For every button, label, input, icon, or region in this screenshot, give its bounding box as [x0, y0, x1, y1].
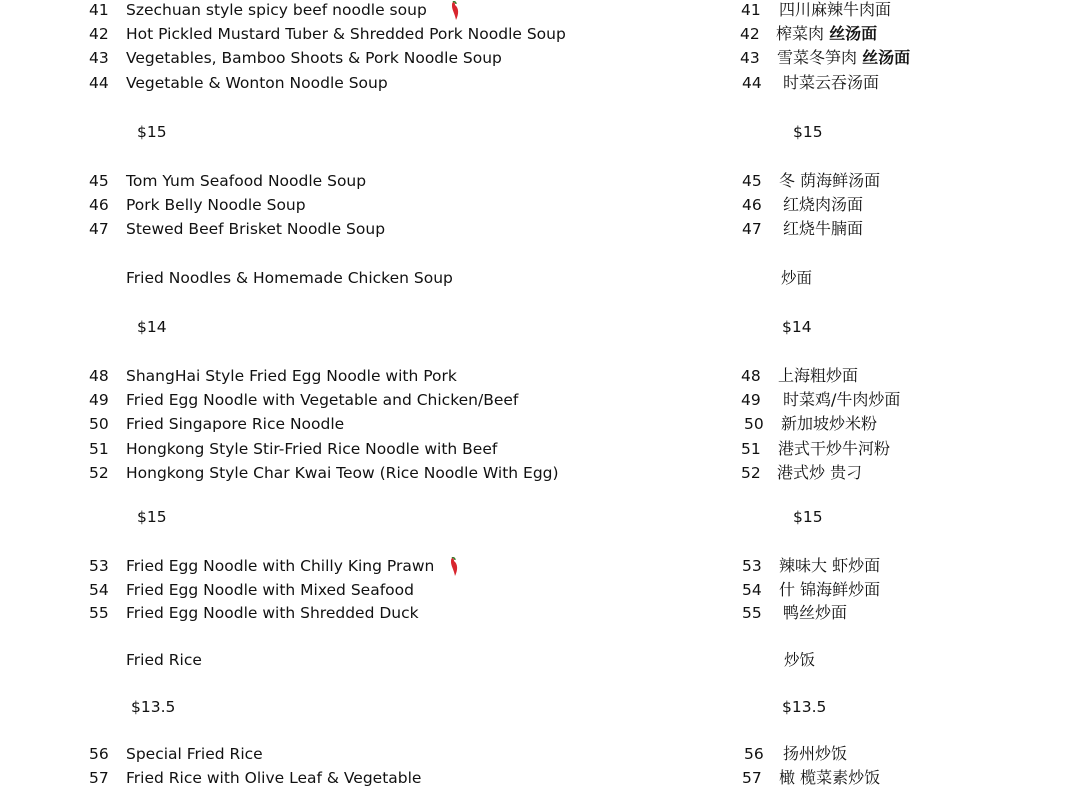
- item-number-cn: 49: [741, 391, 761, 409]
- item-number: 46: [89, 196, 109, 214]
- item-number-cn: 42: [740, 25, 760, 43]
- item-number-cn: 57: [742, 769, 762, 787]
- item-name-en: Stewed Beef Brisket Noodle Soup: [126, 220, 386, 238]
- section-title-en: Fried Noodles & Homemade Chicken Soup: [126, 269, 453, 287]
- item-name-cn: 红烧牛腩面: [783, 219, 864, 238]
- item-name-cn: 港式干炒牛河粉: [778, 439, 891, 458]
- price-cn: $15: [793, 508, 823, 526]
- item-name-cn: 时菜云吞汤面: [783, 73, 880, 92]
- item-name-cn: 辣味大 虾炒面: [779, 556, 881, 575]
- item-number-cn: 41: [741, 1, 761, 19]
- item-number-cn: 48: [741, 367, 761, 385]
- item-number-cn: 56: [744, 745, 764, 763]
- item-name-cn-bold: 丝汤面: [829, 24, 878, 43]
- item-number-cn: 54: [742, 581, 762, 599]
- section-title-en: Fried Rice: [126, 651, 202, 669]
- item-number-cn: 46: [742, 196, 762, 214]
- item-name-en: Hongkong Style Char Kwai Teow (Rice Noodle With Egg): [126, 464, 559, 482]
- item-name-cn: 新加坡炒米粉: [781, 414, 878, 433]
- price-cn: $13.5: [782, 698, 827, 716]
- item-number: 56: [89, 745, 109, 763]
- item-name-en: Tom Yum Seafood Noodle Soup: [126, 172, 367, 190]
- item-name-cn: 橄 榄菜素炒饭: [779, 768, 881, 787]
- item-number: 52: [89, 464, 109, 482]
- item-name-cn: [776, 24, 877, 44]
- item-name-en: Vegetable & Wonton Noodle Soup: [126, 74, 388, 92]
- item-number-cn: 51: [741, 440, 761, 458]
- item-name-cn: 四川麻辣牛肉面: [779, 0, 892, 19]
- item-name-en: Hongkong Style Stir-Fried Rice Noodle with Beef: [126, 440, 498, 458]
- item-number-cn: 45: [742, 172, 762, 190]
- item-name-cn: 冬 荫海鲜汤面: [779, 171, 881, 190]
- price-en: $13.5: [131, 698, 176, 716]
- item-name-cn: 扬州炒饭: [783, 744, 848, 763]
- item-name-en: ShangHai Style Fried Egg Noodle with Pork: [126, 367, 457, 385]
- item-name-en: [126, 556, 460, 577]
- item-number-cn: 50: [744, 415, 764, 433]
- item-name-en: Fried Singapore Rice Noodle: [126, 415, 345, 433]
- item-number: 47: [89, 220, 109, 238]
- item-name-cn: 什 锦海鲜炒面: [779, 580, 881, 599]
- item-number: 53: [89, 557, 109, 575]
- item-name-cn-bold: 丝汤面: [862, 48, 911, 67]
- item-number-cn: 55: [742, 604, 762, 622]
- item-name-en: Fried Rice with Olive Leaf & Vegetable: [126, 769, 422, 787]
- item-name-cn-part: 榨菜肉: [776, 24, 830, 43]
- item-name-en: Vegetables, Bamboo Shoots & Pork Noodle Soup: [126, 49, 502, 67]
- price-en: $15: [137, 123, 167, 141]
- item-name-en-text: Szechuan style spicy beef noodle soup: [126, 1, 427, 19]
- chili-pepper-icon: [448, 557, 460, 577]
- item-name-cn-part: 雪菜冬笋肉: [777, 48, 863, 67]
- item-name-en: Fried Egg Noodle with Vegetable and Chicken/Beef: [126, 391, 519, 409]
- price-cn: $15: [793, 123, 823, 141]
- item-number: 45: [89, 172, 109, 190]
- price-en: $14: [137, 318, 167, 336]
- section-title-cn: 炒饭: [784, 651, 816, 669]
- item-number-cn: 47: [742, 220, 762, 238]
- item-name-cn: 鸭丝炒面: [783, 603, 848, 622]
- item-name-en: Pork Belly Noodle Soup: [126, 196, 306, 214]
- item-number-cn: 43: [740, 49, 760, 67]
- item-number-cn: 44: [742, 74, 762, 92]
- item-number: 57: [89, 769, 109, 787]
- item-number: 41: [89, 1, 109, 19]
- item-name-en-text: Fried Egg Noodle with Chilly King Prawn: [126, 557, 435, 575]
- item-name-cn: 港式炒 贵刁: [777, 463, 863, 482]
- item-number: 49: [89, 391, 109, 409]
- item-name-en: Fried Egg Noodle with Shredded Duck: [126, 604, 419, 622]
- item-name-en: [126, 0, 461, 21]
- item-number-cn: 53: [742, 557, 762, 575]
- item-number: 42: [89, 25, 109, 43]
- item-name-cn: 时菜鸡/牛肉炒面: [783, 390, 901, 409]
- item-name-en: Special Fried Rice: [126, 745, 263, 763]
- section-title-cn: 炒面: [781, 269, 813, 287]
- item-name-cn: 红烧肉汤面: [783, 195, 864, 214]
- item-name-en: Hot Pickled Mustard Tuber & Shredded Pork Noodle Soup: [126, 25, 566, 43]
- price-en: $15: [137, 508, 167, 526]
- item-number: 54: [89, 581, 109, 599]
- item-number: 44: [89, 74, 109, 92]
- price-cn: $14: [782, 318, 812, 336]
- item-number: 55: [89, 604, 109, 622]
- item-number: 43: [89, 49, 109, 67]
- item-number-cn: 52: [741, 464, 761, 482]
- item-number: 51: [89, 440, 109, 458]
- chili-pepper-icon: [449, 1, 461, 21]
- item-name-cn: 上海粗炒面: [778, 366, 859, 385]
- item-name-en: Fried Egg Noodle with Mixed Seafood: [126, 581, 414, 599]
- item-name-cn: [777, 48, 910, 68]
- item-number: 50: [89, 415, 109, 433]
- item-number: 48: [89, 367, 109, 385]
